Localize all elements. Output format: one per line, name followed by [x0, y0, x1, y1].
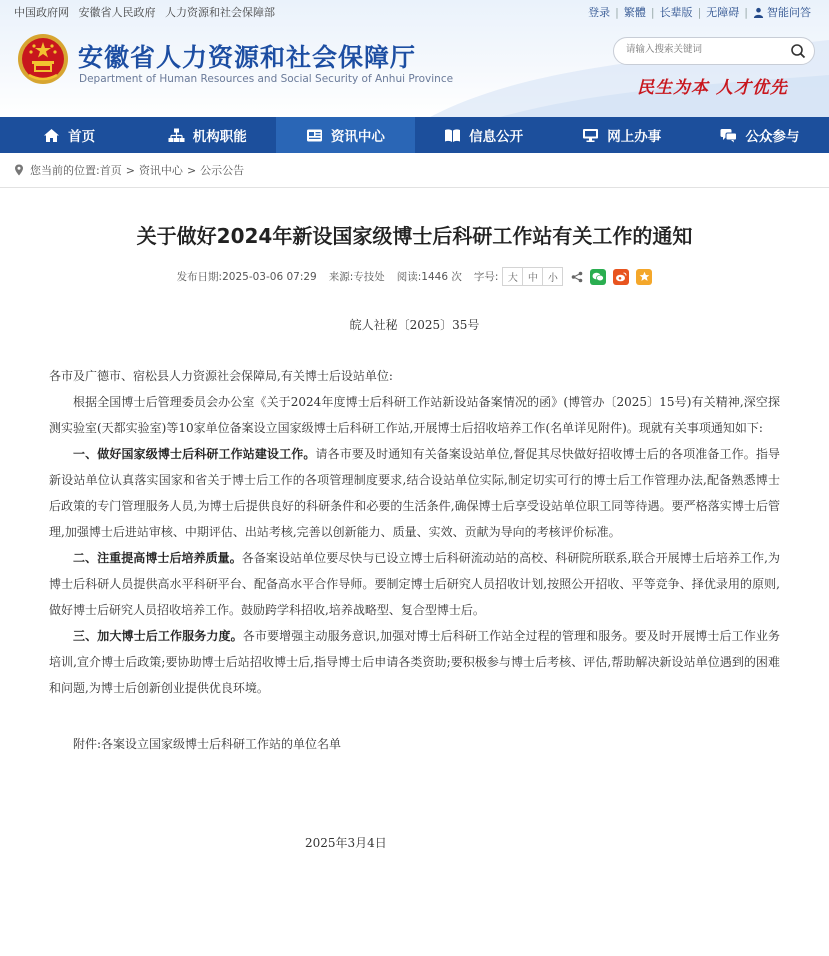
article-meta	[49, 267, 780, 286]
breadcrumb-prefix: 您当前的位置:	[30, 164, 100, 177]
nav-public-participation[interactable]	[691, 117, 829, 153]
nav-info-disclosure-label: 信息公开	[469, 129, 524, 145]
link-gov-cn[interactable]: 中国政府网	[14, 6, 69, 19]
share-bar	[571, 269, 652, 285]
person-icon	[753, 7, 764, 18]
article-source: 来源:专技处	[328, 271, 385, 283]
link-mohrss[interactable]: 人力资源和社会保障部	[165, 6, 275, 19]
nav-online-service[interactable]	[553, 117, 691, 153]
font-size-medium[interactable]: 中	[523, 268, 543, 285]
font-size-small[interactable]: 小	[547, 273, 558, 284]
link-anhui-gov[interactable]: 安徽省人民政府	[78, 6, 156, 19]
intro-paragraph: 根据全国博士后管理委员会办公室《关于2024年度博士后科研工作站新设站备案情况的函》(博管办〔2025〕15号)有关精神,深空探测实验室(天都实验室)等10家单位备案设立国家级博士后科研工作站,开展博士后招收培养工作(名单详见附件)。现就有关事项通知如下:	[49, 395, 780, 435]
location-pin-icon	[14, 164, 24, 176]
smart-qa-link[interactable]: 智能问答	[767, 6, 811, 19]
attachment-link[interactable]: 附件:各案设立国家级博士后科研工作站的单位名单	[73, 737, 342, 751]
monitor-icon	[582, 128, 599, 143]
breadcrumb-news-center[interactable]: 资讯中心	[138, 164, 183, 177]
search-icon[interactable]	[790, 43, 806, 59]
search-box[interactable]	[613, 37, 815, 65]
chat-icon	[720, 128, 737, 143]
nav-news-center-label: 资讯中心	[330, 129, 385, 145]
view-count: 阅读:1446 次	[396, 271, 462, 283]
org-chart-icon	[168, 128, 185, 143]
font-size-large[interactable]: 大	[503, 268, 523, 285]
nav-public-participation-label: 公众参与	[745, 129, 800, 145]
top-links-right: 登录 | 繁體 | 长辈版 | 无障碍 | 智能问答	[588, 5, 811, 19]
site-subtitle: Department of Human Resources and Social Security of Anhui Province	[79, 73, 454, 85]
nav-organization-label: 机构职能	[192, 129, 247, 145]
nav-online-service-label: 网上办事	[607, 129, 662, 145]
share-icon[interactable]	[571, 271, 583, 283]
wechat-share-icon[interactable]	[590, 269, 606, 285]
document-number: 皖人社秘〔2025〕35号	[349, 318, 480, 332]
font-size-label: 字号:	[473, 271, 499, 283]
favorite-star-icon[interactable]	[636, 269, 652, 285]
breadcrumb: 您当前的位置: 首页 > 资讯中心 > 公示公告	[0, 153, 829, 188]
site-title: 安徽省人力资源和社会保障厅	[78, 43, 417, 72]
search-input[interactable]	[624, 43, 788, 56]
traditional-chinese-link[interactable]: 繁體	[623, 6, 646, 19]
accessibility-link[interactable]: 无障碍	[706, 6, 740, 19]
article-body	[49, 363, 780, 701]
nav-home[interactable]	[0, 117, 138, 153]
section-heading: 一、做好国家级博士后科研工作站建设工作。	[73, 447, 316, 461]
section-text: 请各市要及时通知有关备案设站单位,督促其尽快做好招收博士后的各项准备工作。指导新设站单位认真落实国家和省关于博士后工作的各项管理制度要求,结合设站单位实际,制定切实可行的博士后工作管理办法,配备熟悉博士后政策的专门管理服务人员,为博士后提供良好的科研条件和必要的生活条件,确保博士后享受设站单位职工同等待遇。要严格落实博士后管理,加强博士后进站审核、中期评估、出站考核,完善以创新能力、质量、实效、贡献为导向的考核评价标准。	[49, 447, 780, 539]
nav-home-label: 首页	[68, 129, 96, 145]
article	[0, 220, 829, 851]
national-emblem-icon	[17, 33, 69, 85]
home-icon	[43, 128, 60, 143]
article-title: 关于做好2024年新设国家级博士后科研工作站有关工作的通知	[136, 224, 693, 248]
salutation: 各市及广德市、宿松县人力资源社会保障局,有关博士后设站单位:	[49, 369, 393, 383]
book-icon	[444, 128, 461, 143]
nav-info-disclosure[interactable]	[415, 117, 553, 153]
weibo-share-icon[interactable]	[613, 269, 629, 285]
section-heading: 二、注重提高博士后培养质量。	[73, 551, 242, 565]
section-paragraph	[49, 623, 780, 701]
site-header	[0, 0, 829, 117]
elder-mode-link[interactable]: 长辈版	[659, 6, 693, 19]
section-text: 各市要增强主动服务意识,加强对博士后科研工作站全过程的管理和服务。要及时开展博士后工作业务培训,宣介博士后政策;要协助博士后站招收博士后,指导博士后申请各类资助;要积极参与博士后考核、评估,帮助解决新设站单位遇到的困难和问题,为博士后创新创业提供优良环境。	[49, 629, 780, 695]
section-text: 各备案设站单位要尽快与已设立博士后科研流动站的高校、科研院所联系,联合开展博士后培养工作,为博士后科研人员提供高水平科研平台、配备高水平合作导师。要制定博士后研究人员招收计划,按照公开招收、平等竞争、择优录用的原则,做好博士后研究人员招收培养工作。鼓励跨学科招收,培养战略型、复合型博士后。	[49, 551, 780, 617]
top-links-left	[14, 4, 275, 20]
nav-organization[interactable]	[138, 117, 276, 153]
news-icon	[306, 128, 323, 143]
site-slogan: 民生为本 人才优先	[637, 78, 788, 98]
nav-news-center[interactable]	[276, 117, 414, 153]
document-date: 2025年3月4日	[305, 836, 387, 850]
section-paragraph	[49, 441, 780, 545]
login-link[interactable]: 登录	[588, 6, 611, 19]
breadcrumb-announcements[interactable]: 公示公告	[200, 164, 245, 177]
publish-date: 发布日期:2025-03-06 07:29	[176, 271, 317, 283]
section-paragraph	[49, 545, 780, 623]
font-size-selector	[502, 267, 563, 286]
section-heading: 三、加大博士后工作服务力度。	[73, 629, 243, 643]
main-nav	[0, 117, 829, 153]
breadcrumb-home[interactable]: 首页	[99, 164, 122, 177]
